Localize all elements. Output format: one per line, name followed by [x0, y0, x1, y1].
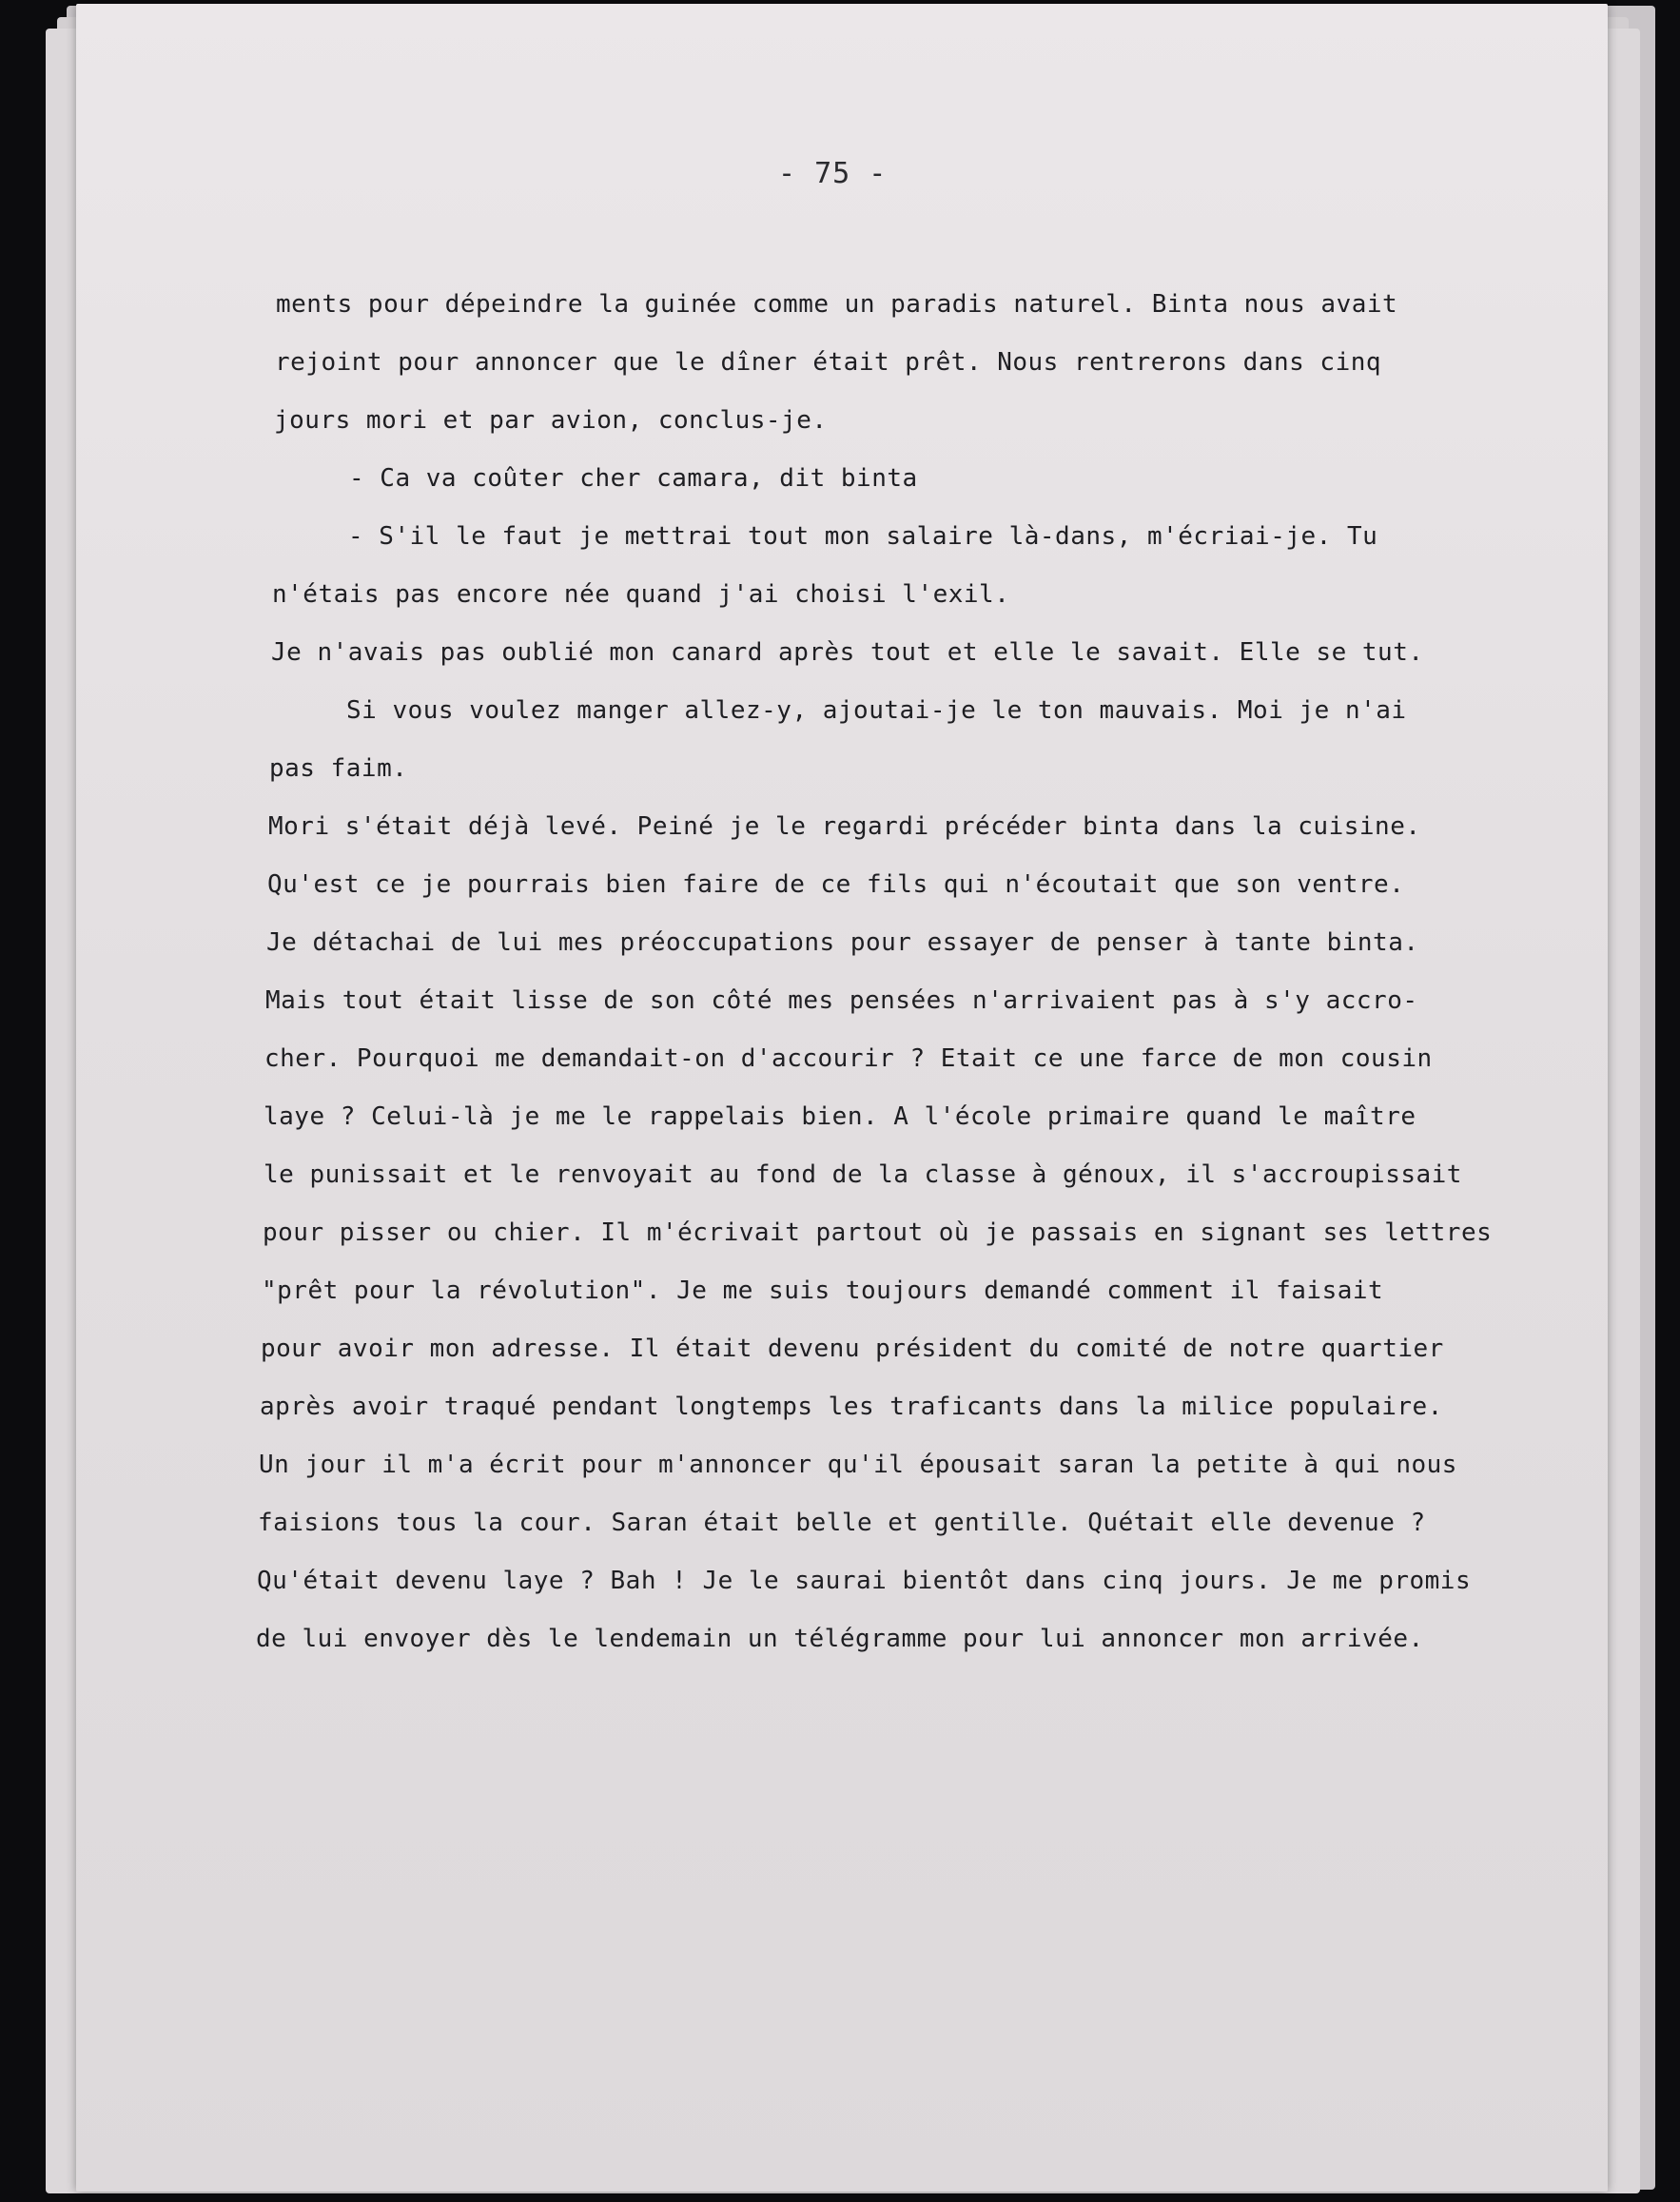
text-line: cher. Pourquoi me demandait-on d'accourir ? Etait ce une farce de mon cousin [264, 1044, 1433, 1073]
text-line: pour avoir mon adresse. Il était devenu président du comité de notre quartier [261, 1335, 1444, 1363]
text-line: pas faim. [269, 754, 408, 783]
text-line: pour pisser ou chier. Il m'écrivait partout où je passais en signant ses lettres [263, 1218, 1493, 1247]
text-line: "prêt pour la révolution". Je me suis toujours demandé comment il faisait [262, 1276, 1384, 1305]
text-line: après avoir traqué pendant longtemps les traficants dans la milice populaire. [260, 1393, 1443, 1421]
text-line: Un jour il m'a écrit pour m'annoncer qu'il épousait saran la petite à qui nous [259, 1451, 1457, 1479]
text-line: - Ca va coûter cher camara, dit binta [349, 464, 918, 493]
text-line: n'étais pas encore née quand j'ai choisi l'exil. [272, 580, 1010, 609]
page-number: - 75 - [778, 157, 888, 190]
text-line: Si vous voulez manger allez-y, ajoutai-je le ton mauvais. Moi je n'ai [346, 696, 1407, 725]
text-line: ments pour dépeindre la guinée comme un paradis naturel. Binta nous avait [276, 290, 1398, 319]
text-line: jours mori et par avion, conclus-je. [274, 406, 828, 435]
text-line: de lui envoyer dès le lendemain un télégramme pour lui annoncer mon arrivée. [256, 1625, 1424, 1653]
text-line: Mori s'était déjà levé. Peiné je le regardi précéder binta dans la cuisine. [268, 812, 1421, 841]
text-line: Qu'est ce je pourrais bien faire de ce fils qui n'écoutait que son ventre. [267, 870, 1405, 899]
text-line: laye ? Celui-là je me le rappelais bien. A l'école primaire quand le maître [264, 1102, 1416, 1131]
text-line: Qu'était devenu laye ? Bah ! Je le saurai bientôt dans cinq jours. Je me promis [257, 1567, 1472, 1595]
text-line: - S'il le faut je mettrai tout mon salaire là-dans, m'écriai-je. Tu [348, 522, 1378, 551]
text-line: Je détachai de lui mes préoccupations pour essayer de penser à tante binta. [266, 928, 1419, 957]
text-line: rejoint pour annoncer que le dîner était prêt. Nous rentrerons dans cinq [275, 348, 1382, 377]
text-line: Mais tout était lisse de son côté mes pensées n'arrivaient pas à s'y accro- [265, 986, 1418, 1015]
text-line: le punissait et le renvoyait au fond de la classe à génoux, il s'accroupissait [264, 1160, 1462, 1189]
text-line: faisions tous la cour. Saran était belle et gentille. Quétait elle devenue ? [258, 1509, 1426, 1537]
page-body [256, 276, 1513, 1668]
text-line: Je n'avais pas oublié mon canard après tout et elle le savait. Elle se tut. [271, 638, 1424, 667]
